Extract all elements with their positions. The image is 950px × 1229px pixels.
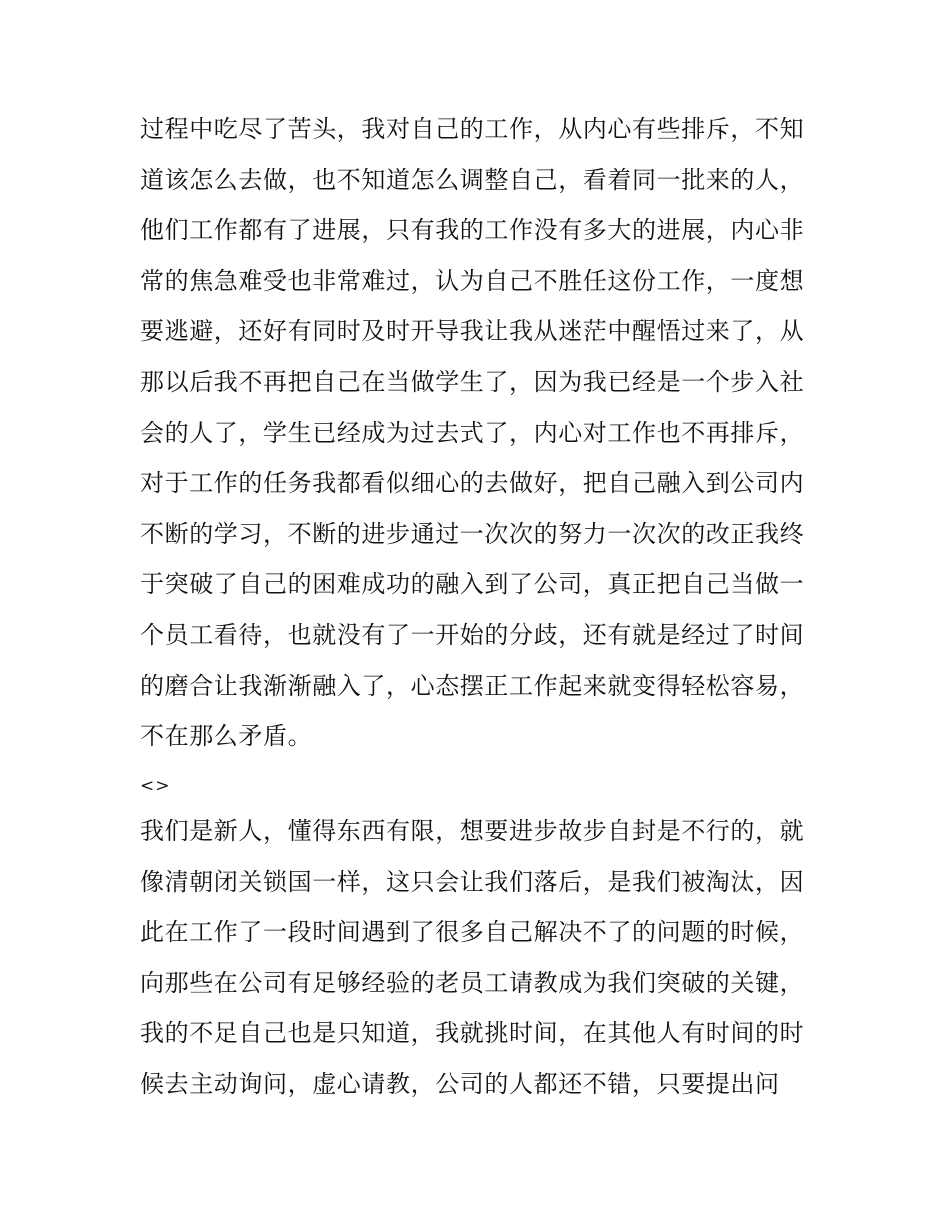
paragraph-2 xyxy=(140,806,820,1110)
text-line: 此在工作了一段时间遇到了很多自己解决不了的问题的时候， xyxy=(140,918,805,947)
text-line: 道该怎么去做，也不知道怎么调整自己，看着同一批来的人， xyxy=(140,165,805,194)
text-line: 不在那么矛盾。 xyxy=(140,722,313,751)
text-line: 常的焦急难受也非常难过，认为自己不胜任这份工作，一度想 xyxy=(140,266,805,295)
section-marker xyxy=(140,771,820,801)
text-line: 他们工作都有了进展，只有我的工作没有多大的进展，内心非 xyxy=(140,216,805,245)
text-line: 于突破了自己的困难成功的融入到了公司，真正把自己当做一 xyxy=(140,570,805,599)
text-line: 那以后我不再把自己在当做学生了，因为我已经是一个步入社 xyxy=(140,367,805,396)
text-line: 的磨合让我渐渐融入了，心态摆正工作起来就变得轻松容易， xyxy=(140,671,805,700)
text-line: 过程中吃尽了苦头，我对自己的工作，从内心有些排斥，不知 xyxy=(140,115,805,143)
paragraph-1 xyxy=(140,104,820,762)
text-line: 向那些在公司有足够经验的老员工请教成为我们突破的关键， xyxy=(140,968,805,997)
text-line: 对于工作的任务我都看似细心的去做好，把自己融入到公司内 xyxy=(140,469,805,498)
marker-text: <> xyxy=(140,776,171,796)
text-line: 不断的学习，不断的进步通过一次次的努力一次次的改正我终 xyxy=(140,519,805,548)
text-line: 要逃避，还好有同时及时开导我让我从迷茫中醒悟过来了，从 xyxy=(140,317,805,346)
text-line: 像清朝闭关锁国一样，这只会让我们落后，是我们被淘汰，因 xyxy=(140,867,805,896)
text-line: 候去主动询问，虚心请教，公司的人都还不错，只要提出问 xyxy=(140,1069,780,1098)
text-line: 个员工看待，也就没有了一开始的分歧，还有就是经过了时间 xyxy=(140,620,805,649)
text-line: 我们是新人，懂得东西有限，想要进步故步自封是不行的，就 xyxy=(140,817,805,845)
text-line: 我的不足自己也是只知道，我就挑时间，在其他人有时间的时 xyxy=(140,1019,805,1048)
text-line: 会的人了，学生已经成为过去式了，内心对工作也不再排斥， xyxy=(140,418,805,447)
